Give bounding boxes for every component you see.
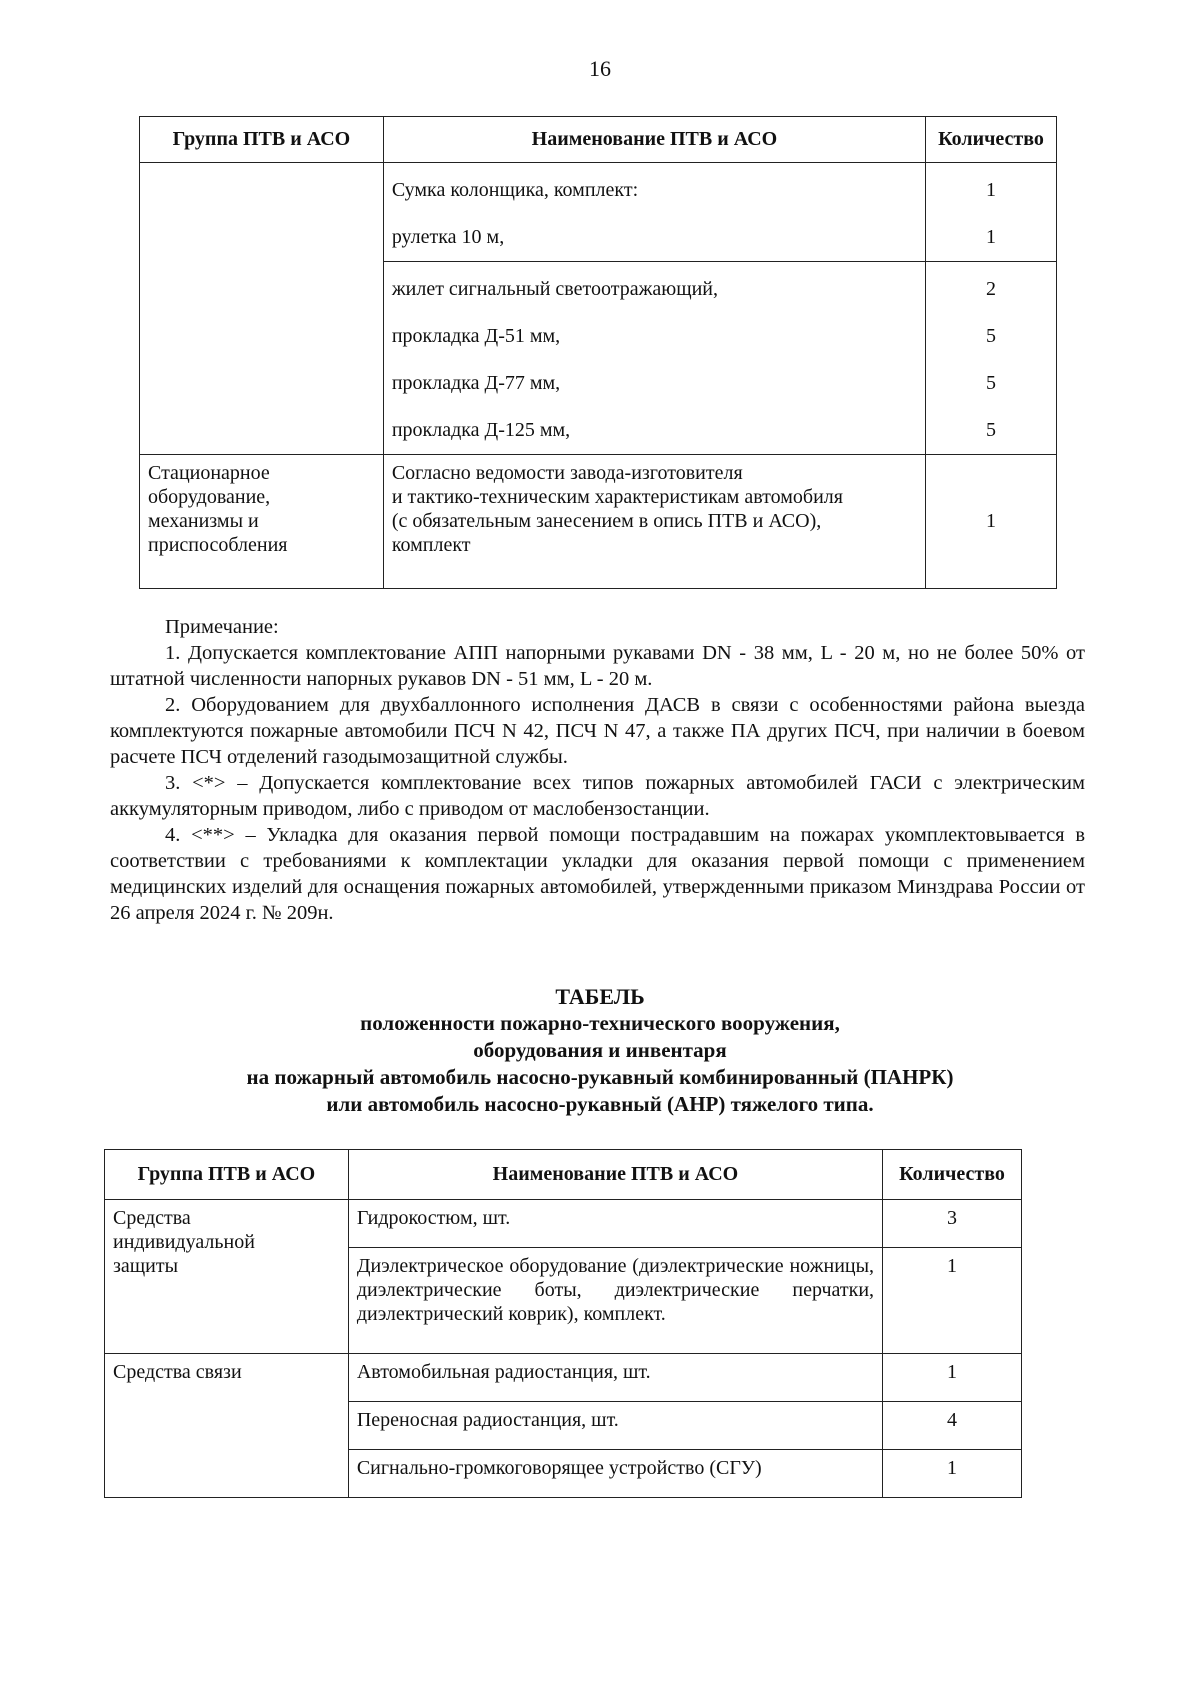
header-name: Наименование ПТВ и АСО: [348, 1150, 882, 1200]
header-group: Группа ПТВ и АСО: [105, 1150, 349, 1200]
equipment-table-2: [104, 1149, 1022, 1498]
group-cell-empty: [140, 163, 384, 455]
name-cell: [348, 1450, 882, 1498]
name-cell: [348, 1200, 882, 1248]
item-name: прокладка Д-51 мм,: [391, 325, 561, 347]
item-qty: 1: [926, 455, 1057, 589]
note-item: 4. <**> – Укладка для оказания первой помощи пострадавшим на пожарах укомплектовывается в соответствии с требованиями к комплектации укладки для оказания первой помощи с применением медицинских изделий для оснащения пожарных автомобилей, утвержденными приказом Минздрава России от 26 апреля 2024 г. № 209н.: [110, 824, 1085, 924]
group-line: индивидуальной: [113, 1231, 255, 1253]
group-cell-ppe: [105, 1200, 349, 1354]
name-line: и тактико-техническим характеристикам автомобиля: [391, 486, 843, 508]
item-name: Сигнально-громкоговорящее устройство (СГУ): [356, 1457, 762, 1479]
note-item: 3. <*> – Допускается комплектование всех типов пожарных автомобилей ГАСИ с электрическим аккумуляторным приводом, либо с приводом от маслобензостанции.: [110, 772, 1085, 820]
item-name: Переносная радиостанция, шт.: [356, 1409, 619, 1431]
header-qty: Количество: [883, 1150, 1022, 1200]
note-item: 1. Допускается комплектование АПП напорными рукавами DN - 38 мм, L - 20 м, но не более 50% от штатной численности напорных рукавов DN - 51 мм, L - 20 м.: [110, 642, 1085, 690]
item-qty: 1: [947, 1255, 958, 1277]
name-cell: [383, 262, 925, 455]
heading-line: на пожарный автомобиль насосно-рукавный комбинированный (ПАНРК): [246, 1065, 954, 1089]
item-qty: 2: [986, 278, 997, 300]
page-number: 16: [589, 56, 611, 81]
name-cell: [348, 1402, 882, 1450]
qty-cell: [883, 1354, 1022, 1402]
qty-cell: [883, 1450, 1022, 1498]
group-line: Средства: [113, 1207, 191, 1229]
heading-line: оборудования и инвентаря: [473, 1038, 727, 1062]
section-heading: [0, 983, 1200, 1118]
item-name: жилет сигнальный светоотражающий,: [391, 278, 719, 300]
item-qty: 4: [947, 1409, 958, 1431]
group-line: приспособления: [148, 534, 288, 556]
item-qty: 1: [947, 1361, 958, 1383]
name-cell: [383, 163, 925, 262]
group-line: защиты: [113, 1255, 179, 1277]
item-name: прокладка Д-125 мм,: [391, 419, 571, 441]
item-qty: 1: [986, 179, 997, 201]
item-name: Автомобильная радиостанция, шт.: [356, 1361, 651, 1383]
item-qty: 3: [947, 1207, 958, 1229]
notes-section: [110, 614, 1085, 926]
heading-title: ТАБЕЛЬ: [555, 984, 645, 1009]
qty-cell: [926, 262, 1057, 455]
name-cell: [383, 455, 925, 589]
note-item: 2. Оборудованием для двухбаллонного исполнения ДАСВ в связи с особенностями района выезда комплектуются пожарные автомобили ПСЧ N 42, ПСЧ N 47, а также ПА других ПСЧ, при наличии в боевом расчете ПСЧ отделений газодымозащитной службы.: [110, 694, 1085, 768]
group-label: Средства связи: [113, 1361, 242, 1383]
item-qty: 1: [986, 226, 997, 248]
notes-title: Примечание:: [165, 616, 279, 638]
item-name: рулетка 10 м,: [391, 226, 505, 248]
group-cell-stationary: [140, 455, 384, 589]
group-line: Стационарное: [148, 462, 270, 484]
header-group: Группа ПТВ и АСО: [140, 117, 384, 163]
item-name: Гидрокостюм, шт.: [356, 1207, 511, 1229]
heading-line: положенности пожарно-технического вооружения,: [360, 1011, 840, 1035]
header-qty: Количество: [926, 117, 1057, 163]
group-line: механизмы и: [148, 510, 259, 532]
name-cell: [348, 1354, 882, 1402]
equipment-table-1: [139, 116, 1057, 589]
qty-cell: [883, 1200, 1022, 1248]
item-qty: 5: [986, 372, 997, 394]
item-qty: 5: [986, 325, 997, 347]
group-cell-comms: [105, 1354, 349, 1498]
item-qty: 1: [947, 1457, 958, 1479]
name-line: комплект: [391, 534, 471, 556]
heading-line: или автомобиль насосно-рукавный (АНР) тяжелого типа.: [326, 1092, 874, 1116]
item-qty: 5: [986, 419, 997, 441]
name-line: Согласно ведомости завода-изготовителя: [391, 462, 743, 484]
name-cell: [348, 1248, 882, 1354]
item-name: Диэлектрическое оборудование (диэлектрические ножницы, диэлектрические боты, диэлектрические перчатки, диэлектрический коврик), комплект.: [356, 1255, 875, 1325]
qty-cell: [883, 1402, 1022, 1450]
item-name: Сумка колонщика, комплект:: [391, 179, 639, 201]
name-line: (с обязательным занесением в опись ПТВ и АСО),: [391, 510, 822, 532]
group-line: оборудование,: [148, 486, 271, 508]
qty-cell: [883, 1248, 1022, 1354]
qty-cell: [926, 163, 1057, 262]
item-name: прокладка Д-77 мм,: [391, 372, 561, 394]
header-name: Наименование ПТВ и АСО: [383, 117, 925, 163]
